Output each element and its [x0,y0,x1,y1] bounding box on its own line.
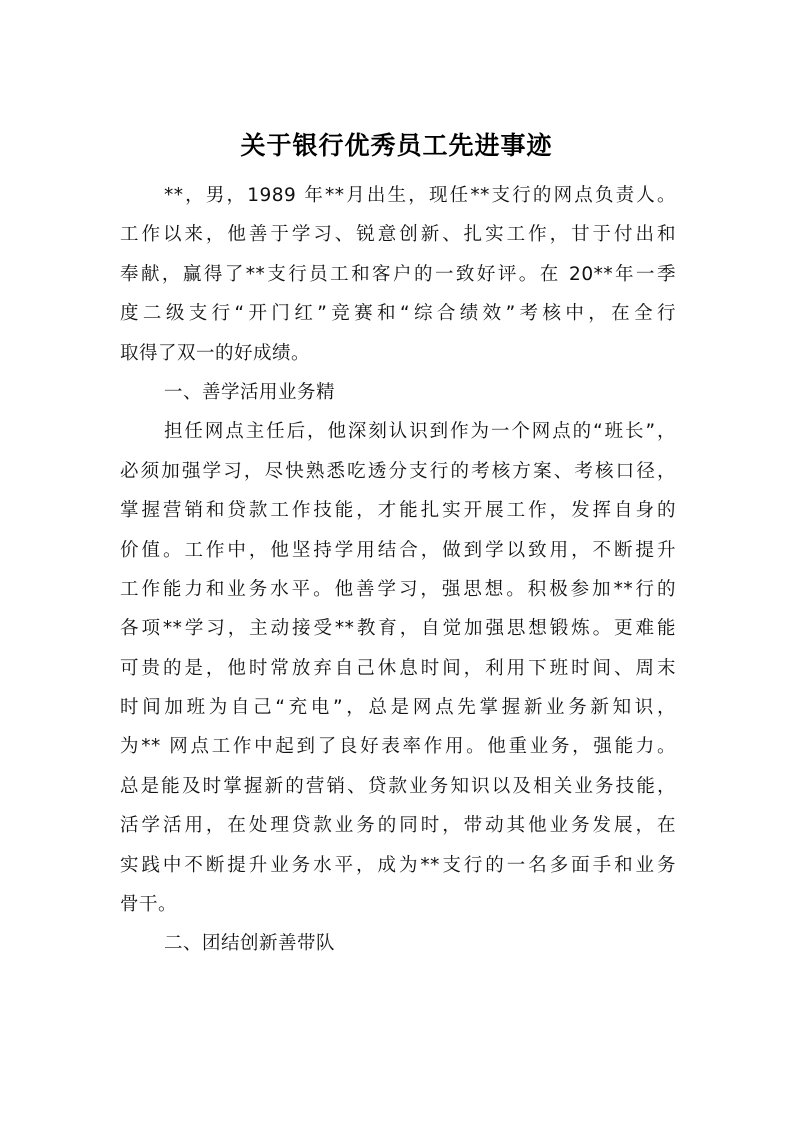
paragraph-line: 工作能力和业务水平。他善学习，强思想。积极参加**行的 [120,578,676,600]
paragraph-line: 时间加班为自己“充电”，总是网点先掌握新业务新知识， [120,697,676,719]
paragraph-line: 度二级支行“开门红”竞赛和“综合绩效”考核中，在全行 [120,303,676,325]
paragraph-line: 必须加强学习，尽快熟悉吃透分支行的考核方案、考核口径， [120,460,676,482]
paragraph-line: 工作以来，他善于学习、锐意创新、扎实工作，甘于付出和 [120,224,676,246]
paragraph-line: 可贵的是，他时常放弃自己休息时间，利用下班时间、周末 [120,657,676,679]
paragraph-line: 价值。工作中，他坚持学用结合，做到学以致用，不断提升 [120,539,676,561]
section-heading: 一、善学活用业务精 [164,381,336,403]
document-body [120,176,676,964]
paragraph-line: 骨干。 [120,894,178,916]
paragraph-line: 为** 网点工作中起到了良好表率作用。他重业务，强能力。 [120,736,676,758]
section-heading: 二、团结创新善带队 [164,933,336,955]
paragraph-line: 担任网点主任后，他深刻认识到作为一个网点的“班长”， [164,421,676,443]
paragraph-line: 各项**学习，主动接受**教育，自觉加强思想锻炼。更难能 [120,618,676,640]
paragraph-line: 活学活用，在处理贷款业务的同时，带动其他业务发展，在 [120,815,676,837]
document-title: 关于银行优秀员工先进事迹 [240,131,553,160]
paragraph-line: 取得了双一的好成绩。 [120,342,311,364]
paragraph-line: 掌握营销和贷款工作技能，才能扎实开展工作，发挥自身的 [120,500,676,522]
paragraph-line: **，男，1989 年**月出生，现任**支行的网点负责人。 [164,185,676,206]
paragraph-line: 总是能及时掌握新的营销、贷款业务知识以及相关业务技能， [120,775,676,797]
paragraph-line: 实践中不断提升业务水平，成为**支行的一名多面手和业务 [120,854,676,876]
paragraph-line: 奉献，赢得了**支行员工和客户的一致好评。在 20**年一季 [120,263,676,285]
